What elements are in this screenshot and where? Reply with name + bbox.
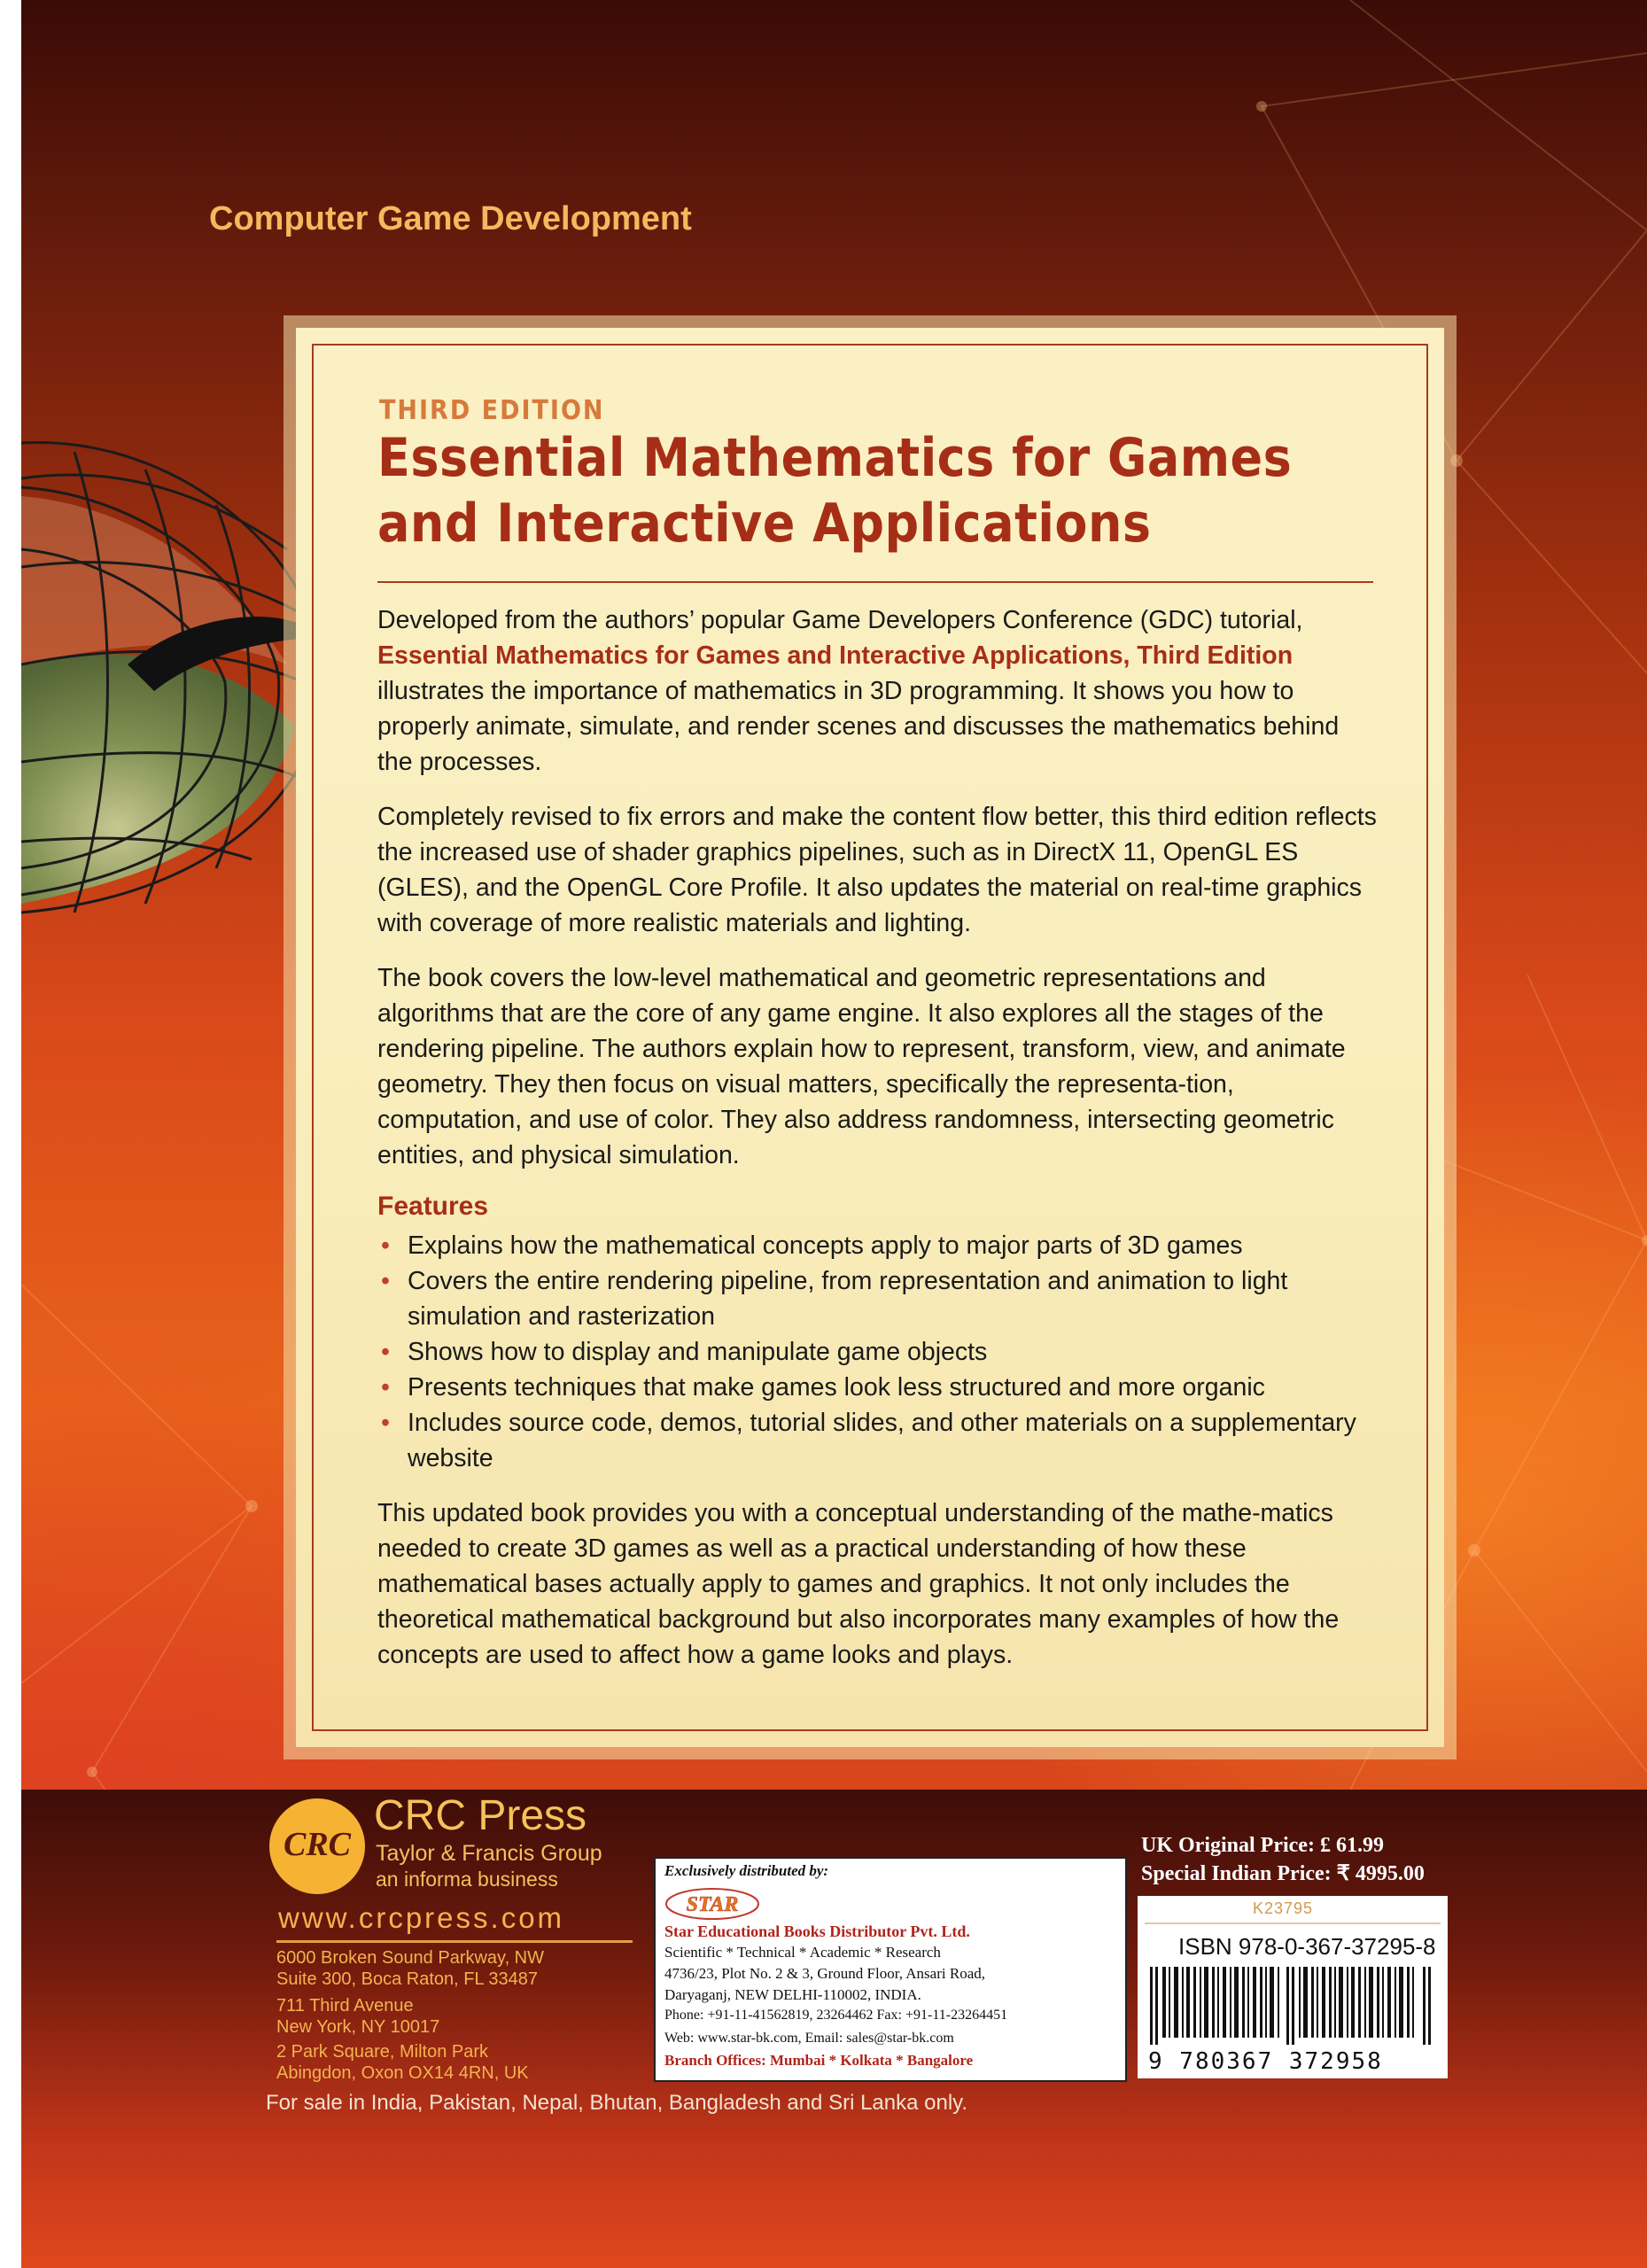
distributor-web: Web: www.star-bk.com, Email: sales@star-bk.com — [664, 2031, 954, 2046]
book-title — [377, 425, 1352, 556]
description-panel — [296, 328, 1444, 1747]
distributor-phone: Phone: +91-11-41562819, 23264462 Fax: +91-11-23264451 — [664, 2008, 1008, 2023]
isbn-divider — [1145, 1922, 1441, 1924]
back-cover — [21, 0, 1647, 2268]
features-list — [377, 1228, 1380, 1476]
feature-item: • Explains how the mathematical concepts apply to major parts of 3D games — [377, 1228, 1380, 1263]
edition-label: THIRD EDITION — [379, 395, 605, 426]
isbn-barcode-box — [1138, 1896, 1448, 2078]
feature-item: • Includes source code, demos, tutorial slides, and other materials on a supplementary website — [377, 1405, 1380, 1476]
svg-text:STAR: STAR — [686, 1893, 739, 1916]
features-heading: Features — [377, 1192, 489, 1221]
distributor-address-2: Daryaganj, NEW DELHI-110002, INDIA. — [664, 1986, 921, 2003]
bullet-icon: • — [381, 1338, 390, 1366]
paragraph-1 — [377, 602, 1380, 780]
description-body — [377, 602, 1380, 1692]
paragraph-4: This updated book provides you with a conceptual understanding of the mathe-matics needed to create 3D games as well as a practical understanding of how these mathematical bases actually apply to games and graphics. It not only includes the theoretical mathematical background but also incorporates many examples of how the concepts are used to affect how a game looks and plays. — [377, 1499, 1340, 1669]
paragraph-3: The book covers the low-level mathematical and geometric representations and algorithms that are the core of any game engine. It also explores all the stages of the rendering pipeline. The authors explain how to represent, transform, view, and animate geometry. They then focus on visual matters, specifically the representa-tion, computation, and use of color. They also address randomness, intersecting geometric entities, and physical simulation. — [377, 964, 1346, 1169]
distributor-name: Star Educational Books Distributor Pvt. Ltd. — [664, 1922, 970, 1940]
indian-price: Special Indian Price: ₹ 4995.00 — [1141, 1862, 1425, 1885]
bullet-icon: • — [381, 1373, 390, 1402]
distributor-label: Exclusively distributed by: — [664, 1862, 829, 1879]
distributor-address-1: 4736/23, Plot No. 2 & 3, Ground Floor, Ansari Road, — [664, 1965, 985, 1982]
book-title-line-1: Essential Mathematics for Games — [377, 427, 1293, 489]
publisher-informa: an informa business — [376, 1868, 558, 1891]
barcode-digits: 9 780367 372958 — [1148, 2048, 1383, 2075]
distributor-tagline: Scientific * Technical * Academic * Research — [664, 1944, 941, 1961]
barcode-icon — [1150, 1967, 1435, 2045]
product-code: K23795 — [1253, 1899, 1314, 1917]
publisher-name: CRC Press — [374, 1792, 587, 1839]
uk-price: UK Original Price: £ 61.99 — [1141, 1834, 1384, 1857]
publisher-group: Taylor & Francis Group — [376, 1841, 602, 1866]
address-new-york: 711 Third Avenue New York, NY 10017 — [276, 1996, 440, 2037]
publisher-url: www.crcpress.com — [278, 1901, 565, 1934]
bullet-icon: • — [381, 1267, 390, 1295]
star-logo — [664, 1887, 760, 1921]
series-label: Computer Game Development — [209, 200, 692, 237]
paragraph-1-intro: Developed from the authors’ popular Game Developers Conference (GDC) tutorial, — [377, 606, 1303, 634]
sale-territory-note: For sale in India, Pakistan, Nepal, Bhutan, Bangladesh and Sri Lanka only. — [266, 2091, 968, 2115]
book-title-line-2: and Interactive Applications — [377, 493, 1152, 555]
highlighted-book-title: Essential Mathematics for Games and Interactive Applications, Third Edition — [377, 641, 1294, 670]
feature-item: • Presents techniques that make games look less structured and more organic — [377, 1370, 1380, 1405]
distributor-box — [654, 1857, 1127, 2082]
publisher-divider — [276, 1940, 633, 1943]
feature-item: • Shows how to display and manipulate game objects — [377, 1334, 1380, 1370]
paragraph-2: Completely revised to fix errors and make the content flow better, this third edition reflects the increased use of shader graphics pipelines, such as in DirectX 11, OpenGL ES (GLES), and the OpenGL Core Profile. It also updates the material on real-time graphics with coverage of more realistic materials and lighting. — [377, 803, 1377, 937]
address-boca-raton: 6000 Broken Sound Parkway, NW Suite 300, Boca Raton, FL 33487 — [276, 1948, 545, 1989]
address-abingdon: 2 Park Square, Milton Park Abingdon, Oxon OX14 4RN, UK — [276, 2042, 529, 2083]
title-divider — [377, 581, 1373, 583]
isbn-number: ISBN 978-0-367-37295-8 — [1178, 1933, 1436, 1960]
bullet-icon: • — [381, 1409, 390, 1437]
crc-logo: CRC — [269, 1798, 365, 1894]
distributor-branches: Branch Offices: Mumbai * Kolkata * Bangalore — [664, 2052, 974, 2069]
feature-item: • Covers the entire rendering pipeline, from representation and animation to light simulation and rasterization — [377, 1263, 1380, 1334]
paragraph-1-rest: illustrates the importance of mathematics in 3D programming. It shows you how to properly animate, simulate, and render scenes and discusses the mathematics behind the processes. — [377, 677, 1340, 776]
bullet-icon: • — [381, 1231, 390, 1260]
